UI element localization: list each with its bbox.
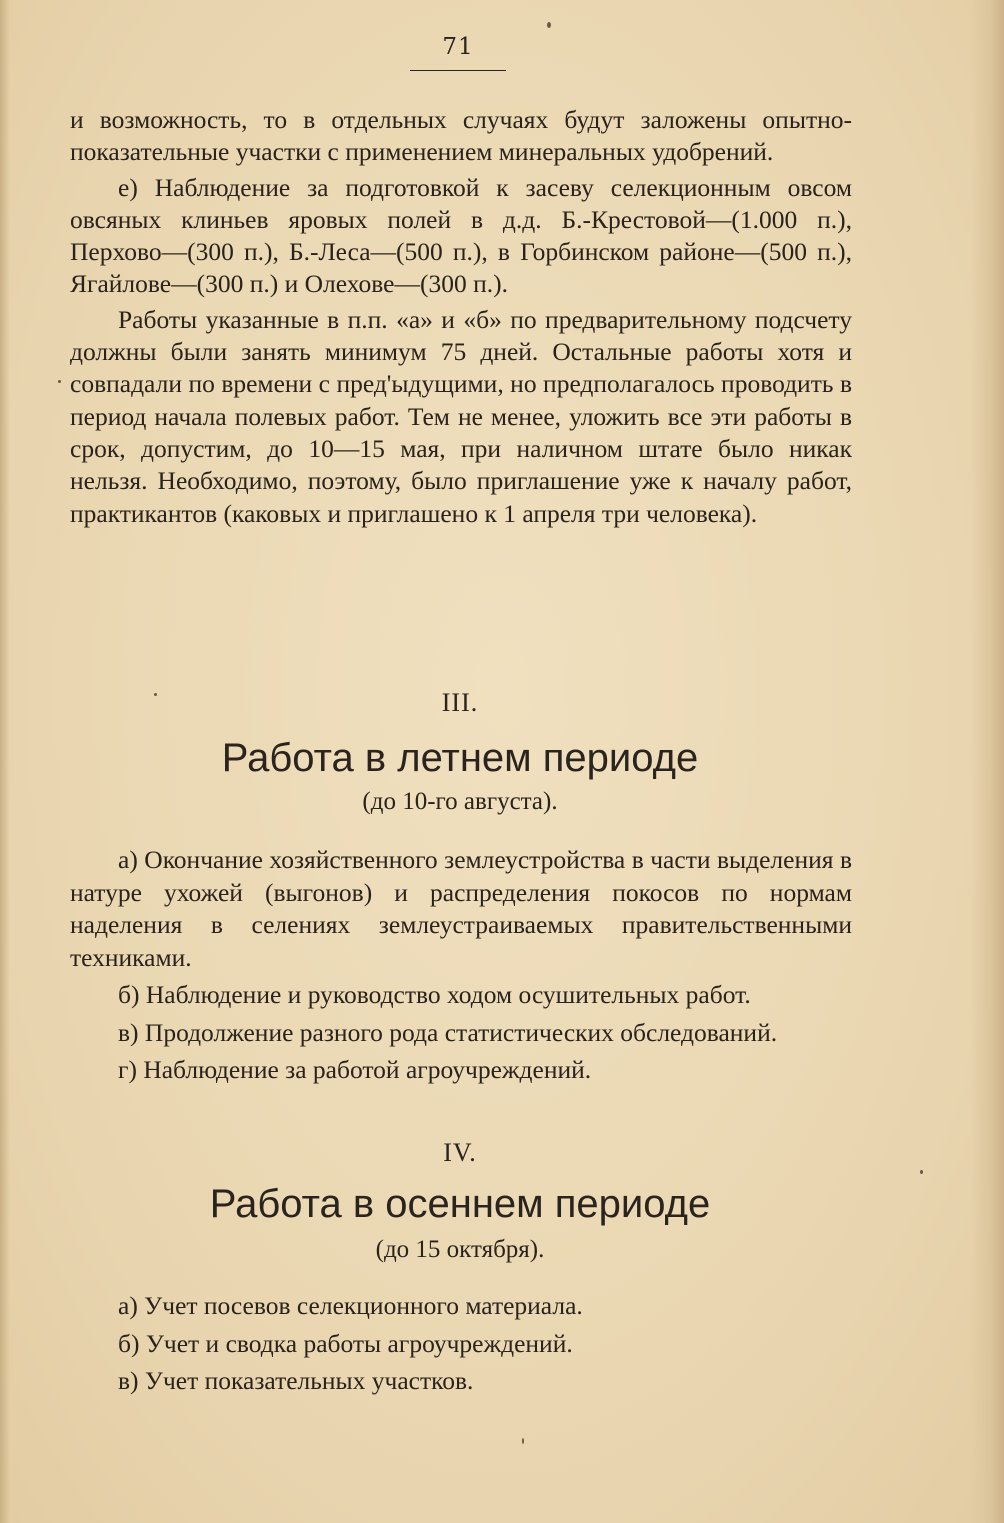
- ink-speck: [522, 1438, 524, 1444]
- intro-text: [70, 104, 852, 533]
- section-3-subtitle: (до 10-го августа).: [362, 788, 558, 815]
- section-4-list: [70, 1290, 852, 1403]
- ink-speck: [58, 380, 61, 383]
- section-4-item-v: в) Учет показательных участков.: [118, 1366, 474, 1395]
- section-3-item-g: г) Наблюдение за работой агроучреждений.: [118, 1055, 592, 1084]
- paragraph-item-e: е) Наблюдение за подготовкой к засеву селекционным овсом овсяных клиньев яровых полей в д.д. Б.-Крестовой—(1.000 п.), Перхово—(300 п.), Б.-Леса—(500 п.), в Горбинском районе—(500 п.), Ягайлове—(300 п.) и Олехове—(300 п.).: [70, 172, 852, 299]
- section-3-title: Работа в летнем периоде: [221, 736, 699, 780]
- section-4-number: IV.: [443, 1138, 477, 1167]
- section-4-subtitle: (до 15 октября).: [375, 1236, 545, 1263]
- page-number: 71: [442, 34, 474, 60]
- paragraph-continuation: и возможность, то в отдельных случаях будут заложены опытно-показательные участки с применением минеральных удобрений.: [70, 105, 852, 167]
- section-4-title: Работа в осеннем периоде: [209, 1182, 711, 1226]
- ink-speck: [547, 22, 551, 28]
- ink-speck: [920, 1170, 923, 1174]
- section-3-item-v: в) Продолжение разного рода статистических обследований.: [118, 1017, 778, 1047]
- section-4-item-a: а) Учет посевов селекционного материала.: [118, 1291, 583, 1320]
- paragraph-works-summary: Работы указанные в п.п. «а» и «б» по предварительному подсчету должны были занять минимум 75 дней. Остальные работы хотя и совпадали по времени с пред'ыдущими, но предполагалось проводить в период начала полевых работ. Тем не менее, уложить все эти работы в срок, допустим, до 10—15 мая, при наличном штате было никак нельзя. Необходимо, поэтому, было приглашение уже к началу работ, практикантов (каковых и приглашено к 1 апреля три человека).: [70, 304, 852, 528]
- section-3-number: III.: [441, 688, 479, 717]
- page-edge-right: [970, 0, 1004, 1523]
- ink-speck: [154, 693, 157, 696]
- section-4-item-b: б) Учет и сводка работы агроучреждений.: [118, 1328, 573, 1358]
- section-3-item-a: а) Окончание хозяйственного землеустройства в части выделения в натуре ухожей (выгонов) и распределения покосов по нормам наделения в селениях землеустраиваемых правительственными техниками.: [70, 845, 852, 972]
- section-3-item-b: б) Наблюдение и руководство ходом осушительных работ.: [118, 980, 751, 1009]
- page-number-rule: [410, 70, 506, 71]
- section-3-list: [70, 844, 852, 1092]
